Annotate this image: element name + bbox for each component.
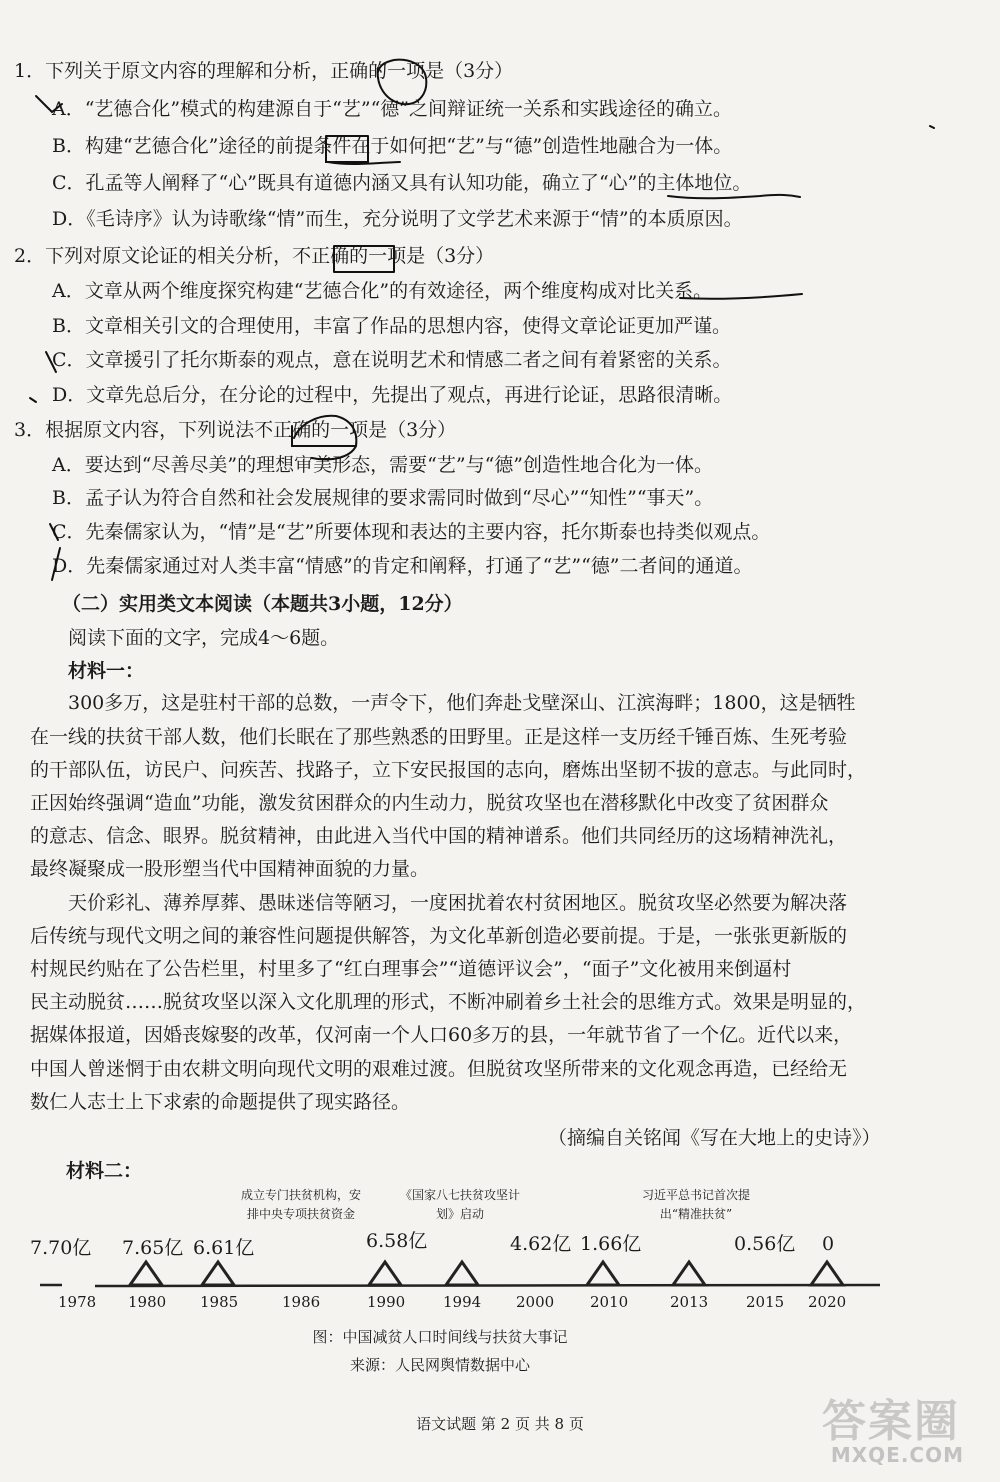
- paragraph-1-line: 300多万，这是驻村干部的总数，一声令下，他们奔赴戈壁深山、江滨海畔；1800，这是牺牲: [68, 692, 856, 714]
- figure-caption: 图：中国减贫人口时间线与扶贫大事记: [312, 1328, 568, 1346]
- timeline-marker: [811, 1262, 843, 1285]
- timeline-year: 1994: [443, 1293, 482, 1311]
- material-one-label: 材料一：: [68, 660, 145, 682]
- paragraph-2-line: 村规民约贴在了公告栏里，村里多了“红白理事会”“道德评议会”，“面子”文化被用来倒逼村: [30, 958, 792, 980]
- timeline-value: 6.58亿: [366, 1230, 428, 1252]
- material-two-label: 材料二：: [66, 1160, 143, 1182]
- timeline-year: 1978: [58, 1293, 97, 1311]
- question-1-option-d: D．《毛诗序》认为诗歌缘“情”而生，充分说明了文学艺术来源于“情”的本质原因。: [52, 208, 743, 230]
- watermark-logo: 答案圈: [822, 1396, 960, 1447]
- timeline-marker: [673, 1262, 705, 1285]
- question-3-option-a: A．要达到“尽善尽美”的理想审美形态，需要“艺”与“德”创造性地合化为一体。: [52, 454, 714, 476]
- timeline-marker: [202, 1262, 234, 1285]
- question-2-stem: 2．下列对原文论证的相关分析，不正确的一项是（3分）: [14, 245, 495, 267]
- question-1-option-a: A．“艺德合化”模式的构建源自于“艺”“德”之间辩证统一关系和实践途径的确立。: [52, 98, 733, 120]
- timeline-event-1986: 成立专门扶贫机构，安排中央专项扶贫资金: [240, 1188, 361, 1221]
- paragraph-1-line: 的意志、信念、眼界。脱贫精神，由此进入当代中国的精神谱系。他们共同经历的这场精神洗礼，: [30, 825, 848, 847]
- question-1-stem: 1．下列关于原文内容的理解和分析，正确的一项是（3分）: [14, 60, 514, 82]
- timeline-year: 2000: [516, 1293, 555, 1311]
- timeline-value: 4.62亿: [510, 1233, 572, 1255]
- question-3-option-d: D．先秦儒家通过对人类丰富“情感”的肯定和阐释，打通了“艺”“德”二者间的通道。: [52, 555, 753, 577]
- question-3-stem: 3．根据原文内容，下列说法不正确的一项是（3分）: [14, 419, 457, 441]
- timeline-value: 1.66亿: [580, 1233, 642, 1255]
- watermark: [790, 1385, 970, 1475]
- section-instruction: 阅读下面的文字，完成4～6题。: [68, 627, 340, 649]
- material-one-source: （摘编自关铭闻《写在大地上的史诗》）: [548, 1127, 881, 1149]
- timeline-year: 1980: [128, 1293, 167, 1311]
- timeline-value: 0.56亿: [734, 1233, 796, 1255]
- watermark-url: MXQE.COM: [830, 1443, 964, 1467]
- section-heading: （二）实用类文本阅读（本题共3小题，12分）: [62, 593, 463, 615]
- timeline-year: 1986: [282, 1293, 321, 1311]
- timeline-year: 2013: [670, 1293, 709, 1311]
- question-2-option-d: D．文章先总后分，在分论的过程中，先提出了观点，再进行论证，思路很清晰。: [52, 384, 733, 406]
- timeline-event-2013: 习近平总书记首次提出“精准扶贫”: [641, 1188, 750, 1221]
- paragraph-2-line: 天价彩礼、薄养厚葬、愚昧迷信等陋习，一度困扰着农村贫困地区。脱贫攻坚必然要为解决落: [68, 892, 848, 914]
- timeline-value: 0: [822, 1233, 835, 1255]
- paragraph-1-line: 在一线的扶贫干部人数，他们长眠在了那些熟悉的田野里。正是这样一支历经千锤百炼、生死考验: [30, 726, 848, 748]
- timeline-year: 2010: [590, 1293, 629, 1311]
- timeline-value: 7.70亿: [30, 1237, 92, 1259]
- timeline-marker: [369, 1262, 401, 1285]
- question-2-option-a: A．文章从两个维度探究构建“艺德合化”的有效途径，两个维度构成对比关系。: [52, 280, 713, 302]
- timeline-marker: [587, 1262, 619, 1285]
- question-2-option-c: C．文章援引了托尔斯泰的观点，意在说明艺术和情感二者之间有着紧密的关系。: [52, 349, 732, 371]
- paragraph-1-line: 最终凝聚成一股形塑当代中国精神面貌的力量。: [30, 858, 430, 880]
- question-1-option-c: C．孔孟等人阐释了“心”既具有道德内涵又具有认知功能，确立了“心”的主体地位。: [52, 172, 752, 194]
- paragraph-1-line: 的干部队伍，访民户、问疾苦、找路子，立下安民报国的志向，磨炼出坚韧不拔的意志。与此同时，: [30, 759, 867, 781]
- timeline-event-1994: 《国家八七扶贫攻坚计划》启动: [400, 1188, 521, 1221]
- question-2-option-b: B．文章相关引文的合理使用，丰富了作品的思想内容，使得文章论证更加严谨。: [52, 315, 731, 337]
- question-1-option-b: B．构建“艺德合化”途径的前提条件在于如何把“艺”与“德”创造性地融合为一体。: [52, 135, 733, 157]
- timeline-value: 6.61亿: [193, 1237, 255, 1259]
- timeline-marker: [130, 1262, 162, 1285]
- paragraph-2-line: 中国人曾迷惘于由农耕文明向现代文明的艰难过渡。但脱贫攻坚所带来的文化观念再造，已经给无: [30, 1058, 848, 1080]
- timeline-value: 7.65亿: [122, 1237, 184, 1259]
- timeline-year: 2015: [746, 1293, 785, 1311]
- timeline-marker: [446, 1262, 478, 1285]
- paragraph-2-line: 据媒体报道，因婚丧嫁娶的改革，仅河南一个人口60多万的县，一年就节省了一个亿。近代以来，: [30, 1024, 853, 1046]
- paragraph-2-line: 数仁人志士上下求索的命题提供了现实路径。: [30, 1091, 411, 1113]
- figure-source: 来源：人民网舆情数据中心: [349, 1356, 530, 1374]
- paragraph-2-line: 后传统与现代文明之间的兼容性问题提供解答，为文化革新创造必要前提。于是，一张张更新版的: [30, 925, 848, 947]
- timeline-year: 2020: [808, 1293, 847, 1311]
- question-3-option-b: B．孟子认为符合自然和社会发展规律的要求需同时做到“尽心”“知性”“事天”。: [52, 487, 714, 509]
- timeline-year: 1985: [200, 1293, 239, 1311]
- question-3-option-c: C．先秦儒家认为，“情”是“艺”所要体现和表达的主要内容，托尔斯泰也持类似观点。: [52, 521, 771, 543]
- paragraph-2-line: 民主动脱贫……脱贫攻坚以深入文化肌理的形式，不断冲刷着乡土社会的思维方式。效果是明显的，: [30, 991, 867, 1013]
- paragraph-1-line: 正因始终强调“造血”功能，激发贫困群众的内生动力，脱贫攻坚也在潜移默化中改变了贫困群众: [30, 792, 829, 814]
- timeline-year: 1990: [367, 1293, 406, 1311]
- page-footer: 语文试题 第 2 页 共 8 页: [416, 1415, 584, 1433]
